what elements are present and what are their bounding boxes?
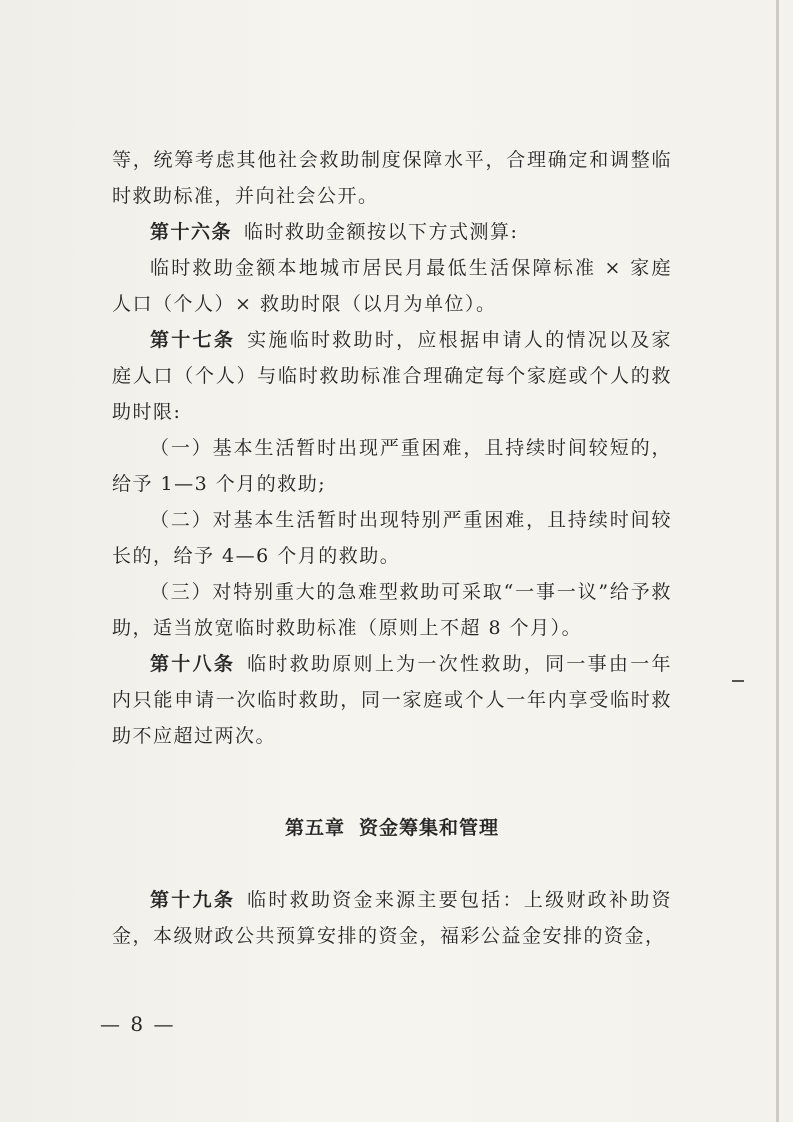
chapter-heading (112, 810, 672, 846)
article-16-label: 第十六条 (150, 221, 233, 243)
article-17-label: 第十七条 (150, 329, 236, 351)
scan-mark (732, 680, 744, 682)
item-2: （二）对基本生活暂时出现特别严重困难，且持续时间较长的，给予 4—6 个月的救助。 (112, 509, 672, 567)
article-19 (112, 882, 672, 954)
article-16-text: 临时救助金额按以下方式测算: (244, 221, 519, 243)
item-1: （一）基本生活暂时出现严重困难，且持续时间较短的，给予 1—3 个月的救助; (112, 437, 672, 495)
document-body (112, 142, 672, 754)
article-18-text: 临时救助原则上为一次性救助，同一事由一年内只能申请一次临时救助，同一家庭或个人一年内享受临时救助不应超过两次。 (112, 653, 672, 747)
scan-edge-line (776, 0, 779, 1122)
formula-paragraph: 临时救助金额本地城市居民月最低生活保障标准 × 家庭人口（个人）× 救助时限（以月为单位）。 (112, 257, 672, 315)
article-17-text: 实施临时救助时，应根据申请人的情况以及家庭人口（个人）与临时救助标准合理确定每个家庭或个人的救助时限: (112, 329, 672, 423)
article-18-label: 第十八条 (150, 653, 236, 675)
article-19-text: 临时救助资金来源主要包括：上级财政补助资金，本级财政公共预算安排的资金，福彩公益金安排的资金， (112, 889, 672, 947)
chapter-title: 资金筹集和管理 (359, 817, 500, 839)
article-19-label: 第十九条 (150, 889, 236, 911)
article-17 (112, 322, 672, 430)
item-3: （三）对特别重大的急难型救助可采取“一事一议”给予救助，适当放宽临时救助标准（原则上不超 8 个月）。 (112, 581, 672, 639)
chapter-number: 第五章 (284, 817, 345, 839)
article-18 (112, 646, 672, 754)
article-16 (112, 214, 672, 250)
paragraph-continuation: 等，统筹考虑其他社会救助制度保障水平，合理确定和调整临时救助标准，并向社会公开。 (112, 149, 672, 207)
document-body-continued (112, 882, 672, 954)
page-number: — 8 — (100, 1012, 176, 1036)
